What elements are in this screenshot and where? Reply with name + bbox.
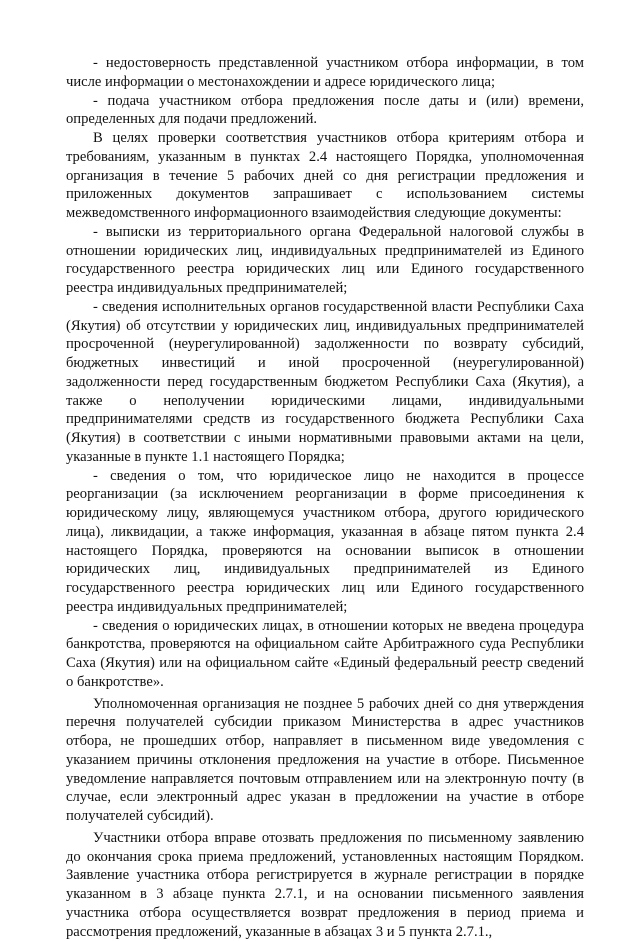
- paragraph-notification: Уполномоченная организация не позднее 5 рабочих дней со дня утверждения перечня получателей субсидии приказом Министерства в адрес участников отбора, не прошедших отбор, направляет в письменном виде уведомления с указанием причины отклонения предложения на участие в отборе. Письменное уведомление направляется почтовым отправлением или на электронную почту (в случае, если электронный адрес указан в предложении на участие в отборе получателей субсидий).: [66, 695, 584, 824]
- paragraph-tax-extracts: - выписки из территориального органа Федеральной налоговой службы в отношении юридических лиц, индивидуальных предпринимателей из Единого государственного реестра юридических лиц или Единого государственного реестра индивидуальных предпринимателей;: [66, 223, 584, 296]
- paragraph-late-submission: - подача участником отбора предложения после даты и (или) времени, определенных для подачи предложений.: [66, 92, 584, 128]
- paragraph-verification-intro: В целях проверки соответствия участников отбора критериям отбора и требованиям, указанным в пунктах 2.4 настоящего Порядка, уполномоченная организация в течение 5 рабочих дней со дня регистрации предложения и приложенных документов запрашивает с использованием системы межведомственного информационного взаимодействия следующие документы:: [66, 130, 584, 221]
- paragraph-unreliable-info: - недостоверность представленной участником отбора информации, в том числе информации о местонахождении и адресе юридического лица;: [66, 55, 584, 90]
- document-page: [66, 54, 584, 941]
- paragraph-debt-information: - сведения исполнительных органов государственной власти Республики Саха (Якутия) об отсутствии у юридических лиц, индивидуальных предпринимателей просроченной (неурегулированной) задолженности по возврату субсидий, бюджетных инвестиций и иной просроченной (неурегулированной) задолженности перед государственным бюджетом Республики Саха (Якутия), а также о неполучении юридическими лицами, индивидуальными предпринимателями средств из государственного бюджета Республики Саха (Якутия) в соответствии с иными нормативными правовыми актами на цели, указанные в пункте 1.1 настоящего Порядка;: [66, 298, 584, 465]
- paragraph-bankruptcy-info: - сведения о юридических лицах, в отношении которых не введена процедура банкротства, проверяются на официальном сайте Арбитражного суда Республики Саха (Якутия) или на официальном сайте «Единый федеральный реестр сведений о банкротстве».: [66, 617, 584, 690]
- paragraph-withdrawal: Участники отбора вправе отозвать предложения по письменному заявлению до окончания срока приема предложений, установленных настоящим Порядком. Заявление участника отбора регистрируется в журнале регистрации в порядке указанном в 3 абзаце пункта 2.7.1, и на основании письменного заявления участника отбора осуществляется возврат предложения в период приема и рассмотрения предложений, указанные в абзацах 3 и 5 пункта 2.7.1.,: [66, 829, 584, 940]
- paragraph-reorganization-info: - сведения о том, что юридическое лицо не находится в процессе реорганизации (за исключением реорганизации в форме присоединения к юридическому лицу, являющемуся участником отбора, другого юридического лица), ликвидации, а также информация, указанная в абзаце пятом пункта 2.4 настоящего Порядка, проверяются на основании выписок в отношении юридических лиц, индивидуальных предпринимателей из Единого государственного реестра юридических лиц или Единого государственного реестра индивидуальных предпринимателей;: [66, 467, 584, 615]
